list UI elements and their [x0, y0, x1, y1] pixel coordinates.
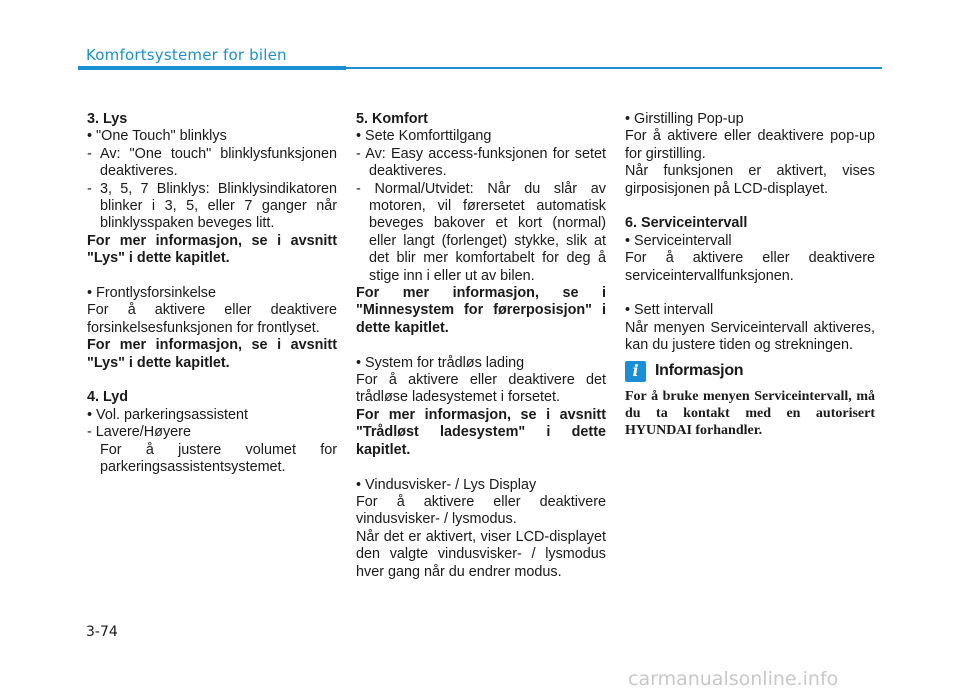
- paragraph-popup: For å aktivere eller deaktivere pop-up for girstilling.: [625, 128, 875, 162]
- column-3: [625, 111, 875, 439]
- bullet-sett-intervall: • Sett intervall: [625, 302, 714, 319]
- page-number: 3-74: [86, 624, 118, 640]
- section-title: Komfortsystemer for bilen: [86, 46, 287, 64]
- spacer: [356, 459, 606, 476]
- paragraph-girposisjon: Når funksjonen er aktivert, vises girposisjonen på LCD-displayet.: [625, 163, 875, 197]
- bullet-vindusvisker-display: • Vindusvisker- / Lys Display: [356, 476, 537, 493]
- header-rule-thin: [346, 67, 882, 69]
- dash-blinklys: - 3, 5, 7 Blinklys: Blinklysindikatoren blinker i 3, 5, eller 7 ganger når blinklysspaken beveges litt.: [87, 180, 337, 232]
- bullet-parkeringsassistent: • Vol. parkeringsassistent: [87, 406, 249, 423]
- bullet-girstilling-popup: • Girstilling Pop-up: [625, 111, 744, 127]
- paragraph-serviceintervall: For å aktivere eller deaktivere serviceintervallfunksjonen.: [625, 250, 875, 284]
- spacer: [87, 372, 337, 389]
- info-body: For å bruke menyen Serviceintervall, må du ta kontakt med en autorisert HYUNDAI forhandler.: [625, 388, 875, 438]
- info-header: [625, 361, 875, 382]
- paragraph-volum: For å justere volumet for parkeringsassistentsystemet.: [100, 441, 337, 476]
- spacer: [87, 268, 337, 285]
- spacer: [625, 198, 875, 215]
- dash-av: - Av: "One touch" blinklysfunksjonen deaktiveres.: [87, 145, 337, 180]
- paragraph-lcd-display: Når det er aktivert, viser LCD-displayet den valgte vindusvisker- / lysmodus hver gang når du endrer modus.: [356, 528, 606, 580]
- heading-serviceintervall: 6. Serviceintervall: [625, 215, 748, 232]
- dash-normal-utvidet: - Normal/Utvidet: Når du slår av motoren, vil førersetet automatisk beveges bakover et kort (normal) eller langt (forlenget) stykke, slik at det blir mer komfortabelt for deg å stige inn i eller ut av bilen.: [356, 180, 606, 284]
- heading-komfort: 5. Komfort: [356, 111, 428, 127]
- column-1: [87, 111, 337, 477]
- bullet-serviceintervall: • Serviceintervall: [625, 232, 732, 249]
- reference-lys-2: For mer informasjon, se i avsnitt "Lys" i dette kapitlet.: [87, 337, 337, 371]
- dash-av-easy-access: - Av: Easy access-funksjonen for setet deaktiveres.: [356, 145, 606, 180]
- bullet-tradlos-lading: • System for trådløs lading: [356, 354, 525, 371]
- header-rule-thick: [78, 66, 346, 70]
- heading-lyd: 4. Lyd: [87, 389, 129, 406]
- reference-minnesystem: For mer informasjon, se i "Minnesystem for førerposisjon" i dette kapitlet.: [356, 285, 606, 336]
- info-icon: i: [625, 361, 646, 382]
- heading-lys: 3. Lys: [87, 111, 128, 127]
- paragraph-sett-intervall: Når menyen Serviceintervall aktiveres, kan du justere tiden og strekningen.: [625, 319, 875, 354]
- column-2: [356, 111, 606, 581]
- bullet-one-touch: • "One Touch" blinklys: [87, 128, 227, 145]
- spacer: [625, 285, 875, 302]
- reference-lys-1: For mer informasjon, se i avsnitt "Lys" i dette kapitlet.: [87, 232, 337, 267]
- reference-tradlost-ladesystem: For mer informasjon, se i avsnitt "Trådløst ladesystem" i dette kapitlet.: [356, 406, 606, 458]
- watermark: carmanualsonline.info: [628, 668, 839, 690]
- bullet-sete-komforttilgang: • Sete Komforttilgang: [356, 128, 492, 145]
- bullet-frontlysforsinkelse: • Frontlysforsinkelse: [87, 285, 216, 302]
- spacer: [356, 337, 606, 354]
- info-title: Informasjon: [655, 362, 744, 380]
- paragraph-vindusvisker: For å aktivere eller deaktivere vindusvisker- / lysmodus.: [356, 493, 606, 528]
- paragraph-ladesystem: For å aktivere eller deaktivere det trådløse ladesystemet i forsetet.: [356, 372, 606, 406]
- paragraph-frontlys: For å aktivere eller deaktivere forsinkelsesfunksjonen for frontlyset.: [87, 302, 337, 336]
- dash-lavere-hoyere: - Lavere/Høyere: [87, 424, 191, 441]
